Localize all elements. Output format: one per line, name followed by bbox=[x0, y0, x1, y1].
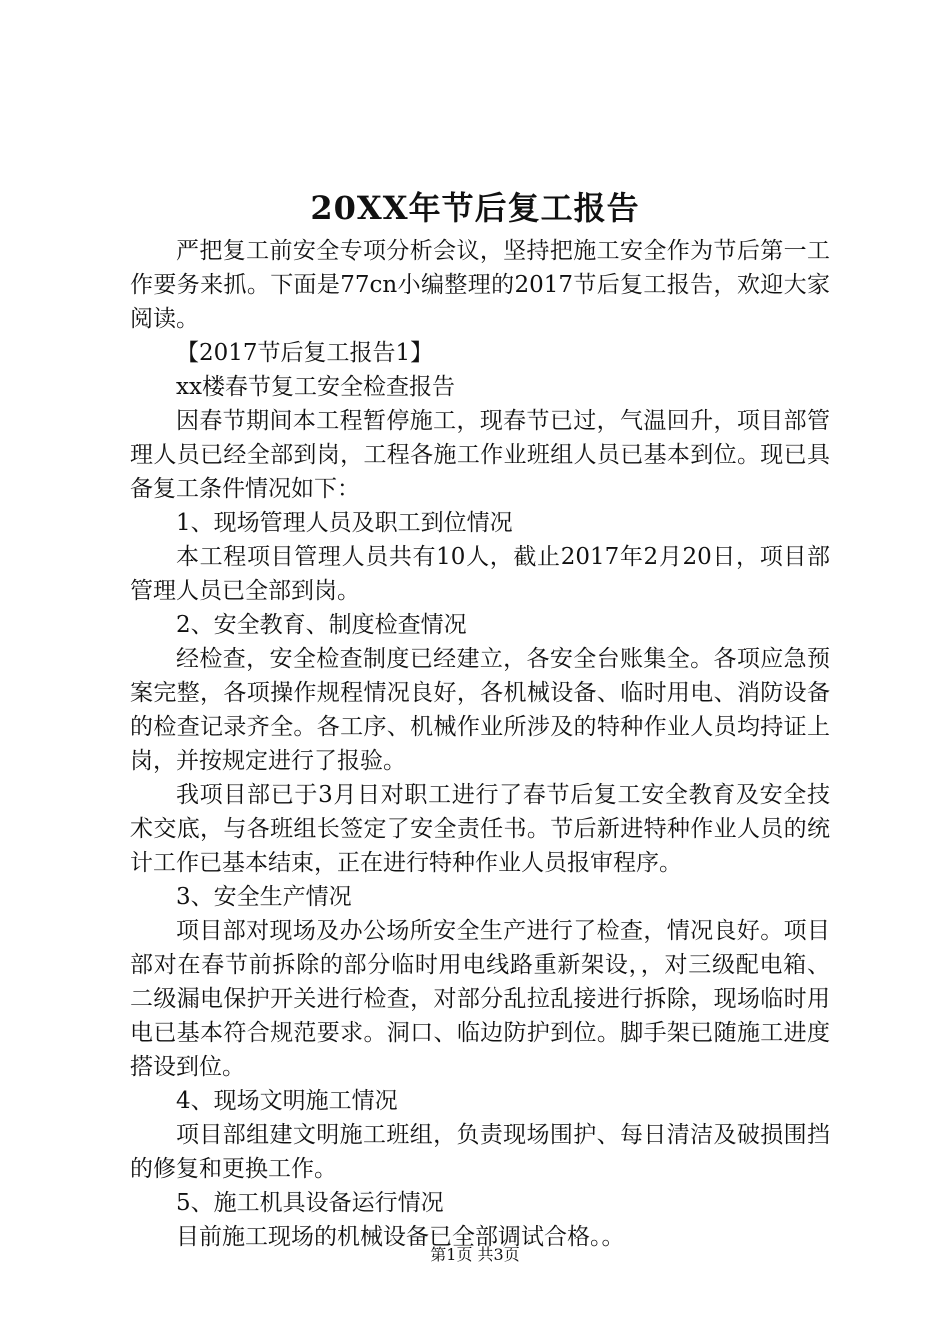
document-title: 20XX年节后复工报告 bbox=[310, 189, 640, 227]
item-heading-3: 3、安全生产情况 bbox=[176, 884, 352, 910]
section-heading-report-1: 【2017节后复工报告1】 bbox=[176, 340, 434, 366]
page-footer: 第1页 共3页 bbox=[430, 1245, 520, 1264]
item-heading-5: 5、施工机具设备运行情况 bbox=[176, 1190, 444, 1216]
paragraph-item-1: 本工程项目管理人员共有10人，截止2017年2月20日，项目部管理人员已全部到岗。 bbox=[130, 544, 830, 604]
item-heading-4: 4、现场文明施工情况 bbox=[176, 1088, 398, 1114]
paragraph-item-4: 项目部组建文明施工班组，负责现场围护、每日清洁及破损围挡的修复和更换工作。 bbox=[130, 1122, 830, 1182]
paragraph-item-2a: 经检查，安全检查制度已经建立，各安全台账集全。各项应急预案完整，各项操作规程情况良好，各机械设备、临时用电、消防设备的检查记录齐全。各工序、机械作业所涉及的特种作业人员均持证上岗，并按规定进行了报验。 bbox=[130, 646, 830, 774]
paragraph-background: 因春节期间本工程暂停施工，现春节已过，气温回升，项目部管理人员已经全部到岗，工程各施工作业班组人员已基本到位。现已具备复工条件情况如下： bbox=[130, 408, 830, 502]
item-heading-2: 2、安全教育、制度检查情况 bbox=[176, 612, 467, 638]
paragraph-item-5: 目前施工现场的机械设备已全部调试合格。。 bbox=[176, 1224, 625, 1250]
paragraph-item-3: 项目部对现场及办公场所安全生产进行了检查，情况良好。项目部对在春节前拆除的部分临时用电线路重新架设，，对三级配电箱、二级漏电保护开关进行检查，对部分乱拉乱接进行拆除，现场临时用电已基本符合规范要求。洞口、临边防护到位。脚手架已随施工进度搭设到位。 bbox=[130, 918, 830, 1080]
paragraph-item-2b: 我项目部已于3月日对职工进行了春节后复工安全教育及安全技术交底，与各班组长签定了安全责任书。节后新进特种作业人员的统计工作已基本结束，正在进行特种作业人员报审程序。 bbox=[130, 782, 830, 876]
paragraph-intro: 严把复工前安全专项分析会议，坚持把施工安全作为节后第一工作要务来抓。下面是77cn小编整理的2017节后复工报告，欢迎大家阅读。 bbox=[130, 238, 830, 332]
report-subtitle: xx楼春节复工安全检查报告 bbox=[176, 374, 455, 400]
item-heading-1: 1、现场管理人员及职工到位情况 bbox=[176, 510, 513, 536]
document-body bbox=[130, 234, 830, 1254]
